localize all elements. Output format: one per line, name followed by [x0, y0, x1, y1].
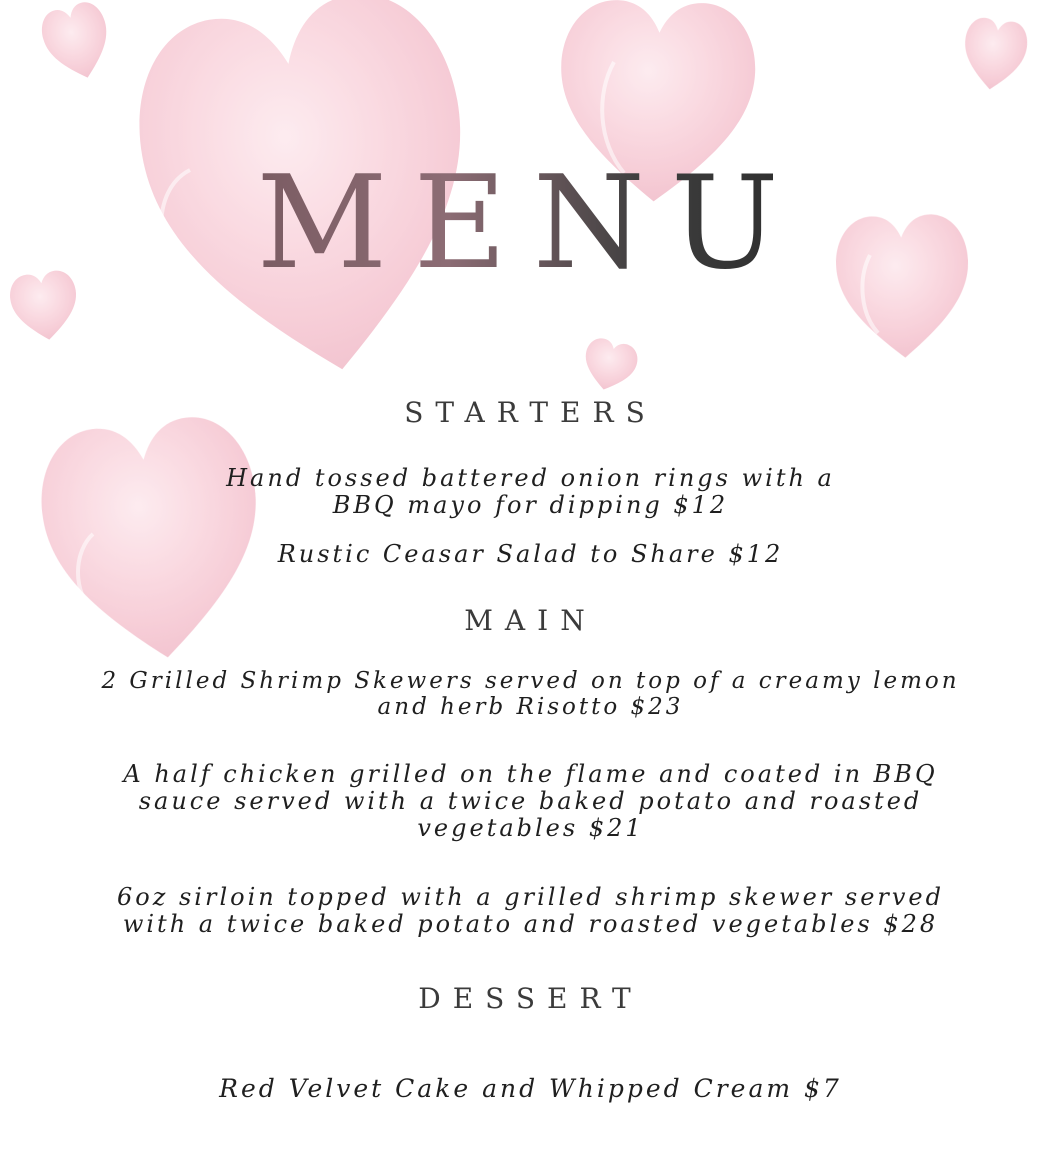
menu-title: MENU — [256, 149, 805, 298]
dessert-item-1: Red Velvet Cake and Whipped Cream $7 — [219, 1074, 842, 1103]
heart-icon — [7, 0, 1030, 670]
main-heading: MAIN — [464, 604, 597, 637]
starter-item-2: Rustic Ceasar Salad to Share $12 — [277, 540, 784, 568]
main-item-3: 6oz sirloin topped with a grilled shrimp skewer served with a twice baked potato and roasted vegetables $28 — [116, 883, 944, 938]
starter-item-1: Hand tossed battered onion rings with a BBQ mayo for dipping $12 — [226, 464, 835, 519]
main-item-1: 2 Grilled Shrimp Skewers served on top of a creamy lemon and herb Risotto $23 — [101, 668, 960, 720]
main-item-2: A half chicken grilled on the flame and coated in BBQ sauce served with a twice baked potato and roasted vegetables $21 — [123, 760, 938, 842]
starters-heading: STARTERS — [404, 396, 657, 429]
dessert-heading: DESSERT — [418, 982, 643, 1015]
